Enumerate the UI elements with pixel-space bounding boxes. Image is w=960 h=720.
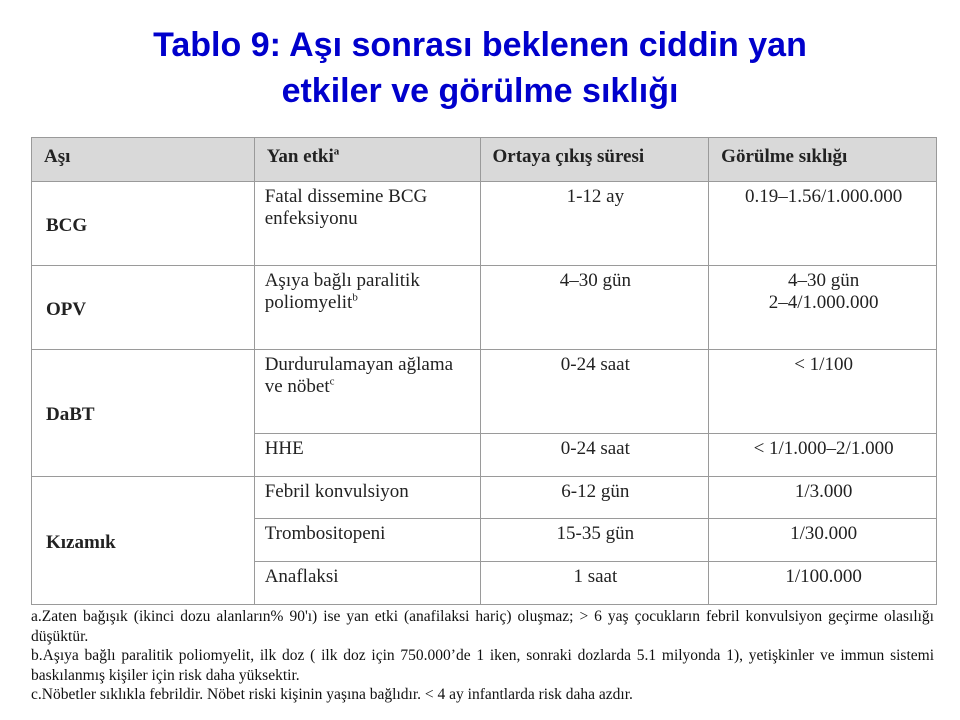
onset-cell: 0-24 saat [480,434,709,477]
footnote-marker-b: b [352,291,358,304]
table-row [32,182,937,266]
vaccine-cell: DaBT [32,350,255,477]
frequency-cell [709,266,937,350]
header-vaccine: Aşı [32,138,255,182]
table-header-row [32,138,937,182]
table-row [32,350,937,434]
table-row [32,266,937,350]
vaccine-cell: Kızamık [32,477,255,605]
side-effect-text: Aşıya bağlı paralitik poliomyelit [264,270,420,313]
frequency-line-2: 2–4/1.000.000 [768,292,879,313]
side-effect-cell: Fatal dissemine BCG enfeksiyonu [254,182,480,266]
side-effect-cell: Febril konvulsiyon [254,477,480,519]
footnote-marker-a: a [333,145,340,158]
header-onset: Ortaya çıkış süresi [480,138,709,182]
onset-cell: 15-35 gün [480,519,709,562]
frequency-cell: 1/30.000 [709,519,937,562]
footnotes [31,607,934,705]
frequency-cell: < 1/100 [709,350,937,434]
onset-cell: 1-12 ay [480,182,709,266]
onset-cell: 1 saat [480,562,709,605]
header-side-effect-label: Yan etki [266,146,334,167]
footnote-marker-c: c [329,375,335,388]
vaccine-cell: BCG [32,182,255,266]
slide-title [0,22,960,114]
frequency-cell: 0.19–1.56/1.000.000 [709,182,937,266]
header-side-effect [254,138,480,182]
side-effects-table [31,137,937,605]
frequency-cell: 1/100.000 [709,562,937,605]
onset-cell: 6-12 gün [480,477,709,519]
frequency-cell: 1/3.000 [709,477,937,519]
side-effect-cell [254,350,480,434]
onset-cell: 4–30 gün [480,266,709,350]
onset-cell: 0-24 saat [480,350,709,434]
side-effect-cell: HHE [254,434,480,477]
footnote-a: a.Zaten bağışık (ikinci dozu alanların% 90'ı) ise yan etki (anafilaksi hariç) oluşmaz; > 6 yaş çocukların febril konvulsiyon geçirme olasılığı düşüktür. [31,608,934,645]
side-effect-cell [254,266,480,350]
table-row [32,477,937,519]
title-line-2: etkiler ve görülme sıklığı [281,72,679,110]
side-effect-cell: Trombositopeni [254,519,480,562]
frequency-cell: < 1/1.000–2/1.000 [709,434,937,477]
header-frequency: Görülme sıklığı [709,138,937,182]
side-effect-cell: Anaflaksi [254,562,480,605]
footnote-b: b.Aşıya bağlı paralitik poliomyelit, ilk doz ( ilk doz için 750.000’de 1 iken, sonraki dozlarda 5.1 milyonda 1), yetişkinler ve immun sistemi baskılanmış kişiler için risk daha yüksektir. [31,647,934,684]
footnote-c: c.Nöbetler sıklıkla febrildir. Nöbet riski kişinin yaşına bağlıdır. < 4 ay infantlarda risk daha azdır. [31,686,633,703]
vaccine-cell: OPV [32,266,255,350]
side-effect-text: Durdurulamayan ağlama ve nöbet [264,354,454,397]
frequency-line-1: 4–30 gün [787,270,860,291]
title-line-1: Tablo 9: Aşı sonrası beklenen ciddin yan [153,26,807,64]
